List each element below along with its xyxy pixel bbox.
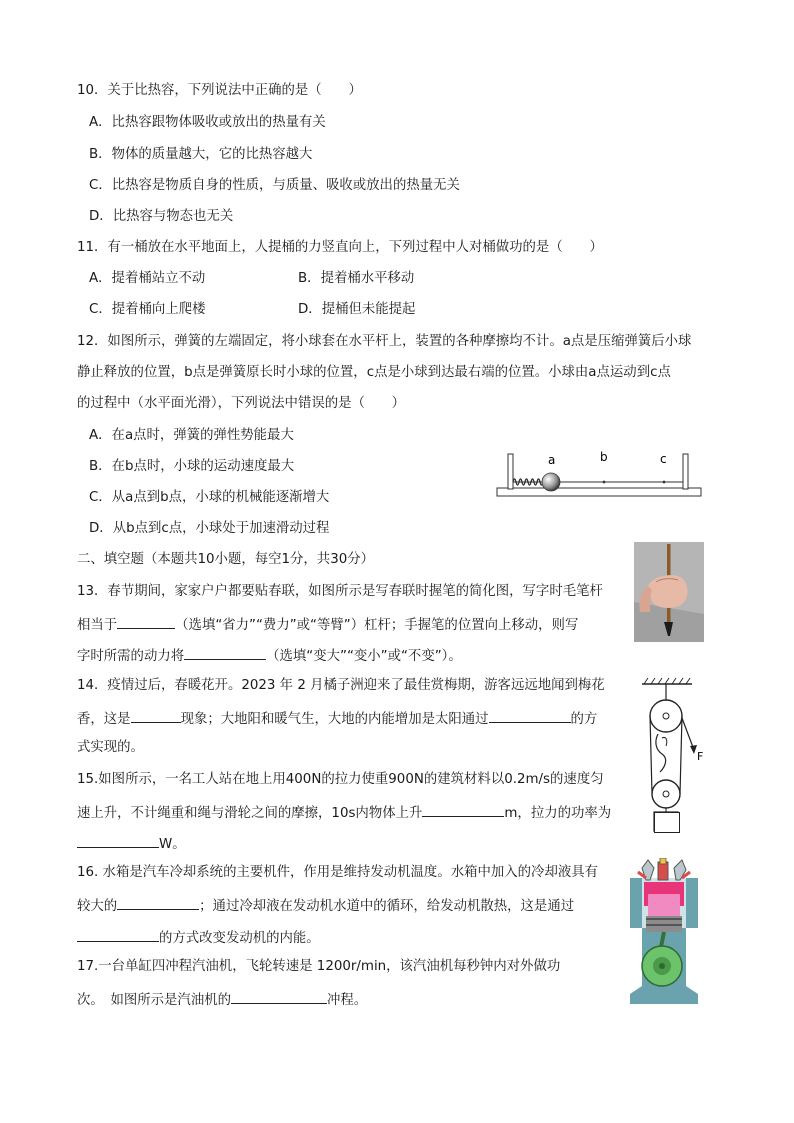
q15-blank-1[interactable] (422, 802, 504, 817)
q10-stem: 10．关于比热容，下列说法中正确的是（ ） (77, 83, 362, 98)
brush-photo (634, 542, 704, 642)
q17-line1: 17.一台单缸四冲程汽油机，飞轮转速是 1200r/min，该汽油机每秒钟内对外做功 (77, 959, 561, 974)
q13-blank-2[interactable] (184, 645, 266, 660)
q12-option-a: A．在a点时，弹簧的弹性势能最大 (89, 428, 294, 443)
q12-line1: 12．如图所示，弹簧的左端固定，将小球套在水平杆上，装置的各种摩擦均不计。a点是压缩弹簧后小球 (77, 334, 692, 349)
q14-line2-text-b: 现象；大地阳和暖气生，大地的内能增加是太阳通过 (180, 712, 489, 727)
q15-line3 (77, 833, 186, 854)
q12-option-b: B．在b点时，小球的运动速度最大 (89, 459, 295, 474)
q11-stem: 11．有一桶放在水平地面上，人提桶的力竖直向上，下列过程中人对桶做功的是（ ） (77, 240, 603, 255)
q16-line2-text-a: 较大的 (77, 899, 118, 914)
q15-line1: 15.如图所示，一名工人站在地上用400N的拉力使重900N的建筑材料以0.2m/s的速度匀 (77, 772, 604, 787)
q14-line2-text-c: 的方 (570, 712, 598, 727)
label-c: c (660, 452, 667, 466)
q13-line2 (77, 614, 578, 635)
q11-option-d: D．提桶但未能提起 (298, 302, 416, 317)
q14-blank-1[interactable] (131, 708, 181, 723)
q13-line3-text-b: （选填“变大”“变小”或“不变”）。 (266, 649, 462, 664)
q16-blank-1[interactable] (117, 895, 199, 910)
q14-line1: 14．疫情过后，春暖花开。2023 年 2 月橘子洲迎来了最佳赏梅期，游客远远地闻到梅花 (77, 678, 605, 693)
q11-option-a: A．提着桶站立不动 (89, 271, 206, 286)
q16-line1: 16. 水箱是汽车冷却系统的主要机件，作用是维持发动机温度。水箱中加入的冷却液具有 (77, 865, 599, 880)
q13-line2-text-b: （选填“省力”“费力”或“等臂”）杠杆；手握笔的位置向上移动，则写 (175, 618, 579, 633)
q17-line2-text-a: 次。 如图所示是汽油机的 (77, 993, 231, 1008)
q15-line2-text-b: m，拉力的功率为 (504, 806, 612, 821)
q13-line3-text-a: 字时所需的动力将 (77, 649, 185, 664)
q17-line2 (77, 989, 367, 1010)
q13-blank-1[interactable] (117, 614, 175, 629)
q14-line2-text-a: 香，这是 (77, 712, 131, 727)
q17-line2-text-b: 冲程。 (327, 993, 368, 1008)
pulley-weight-box (654, 812, 680, 833)
q15-line3-text-b: W。 (159, 837, 186, 852)
q16-line3 (77, 927, 320, 948)
q12-line3: 的过程中（水平面光滑），下列说法中错误的是（ ） (77, 396, 406, 411)
q13-line2-text-a: 相当于 (77, 618, 118, 633)
q16-line3-text-b: 的方式改变发动机的内能。 (159, 931, 320, 946)
q14-line2 (77, 708, 597, 729)
label-F: F (697, 750, 704, 763)
section-2-heading: 二、填空题（本题共10小题，每空1分，共30分） (77, 552, 375, 567)
spring-ball-figure (494, 446, 704, 500)
label-a: a (548, 453, 556, 467)
q12-line2: 静止释放的位置，b点是弹簧原长时小球的位置，c点是小球到达最右端的位置。小球由a点运动到c点 (77, 365, 671, 380)
q10-option-a: A．比热容跟物体吸收或放出的热量有关 (89, 115, 326, 130)
q13-line3 (77, 645, 462, 666)
q15-blank-2[interactable] (77, 833, 159, 848)
q11-option-b: B．提着桶水平移动 (298, 271, 415, 286)
q12-option-d: D．从b点到c点，小球处于加速滑动过程 (89, 521, 330, 536)
q14-blank-2[interactable] (489, 708, 571, 723)
q13-line1: 13．春节期间，家家户户都要贴春联，如图所示是写春联时握笔的简化图，写字时毛笔杆 (77, 584, 603, 599)
q17-blank-1[interactable] (231, 989, 327, 1004)
q10-option-c: C．比热容是物质自身的性质，与质量、吸收或放出的热量无关 (89, 178, 460, 193)
q14-line3: 式实现的。 (77, 740, 144, 755)
q16-line2 (77, 895, 574, 916)
q16-blank-2[interactable] (77, 927, 159, 942)
engine-figure (624, 858, 704, 1004)
label-b: b (600, 450, 608, 464)
q15-line2 (77, 802, 611, 823)
q16-line2-text-b: ；通过冷却液在发动机水道中的循环，给发动机散热，这是通过 (199, 899, 575, 914)
q12-option-c: C．从a点到b点，小球的机械能逐渐增大 (89, 490, 330, 505)
q11-option-c: C．提着桶向上爬楼 (89, 302, 206, 317)
q10-option-d: D．比热容与物态也无关 (89, 209, 234, 224)
q10-option-b: B．物体的质量越大，它的比热容越大 (89, 147, 313, 162)
q15-line2-text-a: 速上升，不计绳重和绳与滑轮之间的摩擦，10s内物体上升 (77, 806, 423, 821)
